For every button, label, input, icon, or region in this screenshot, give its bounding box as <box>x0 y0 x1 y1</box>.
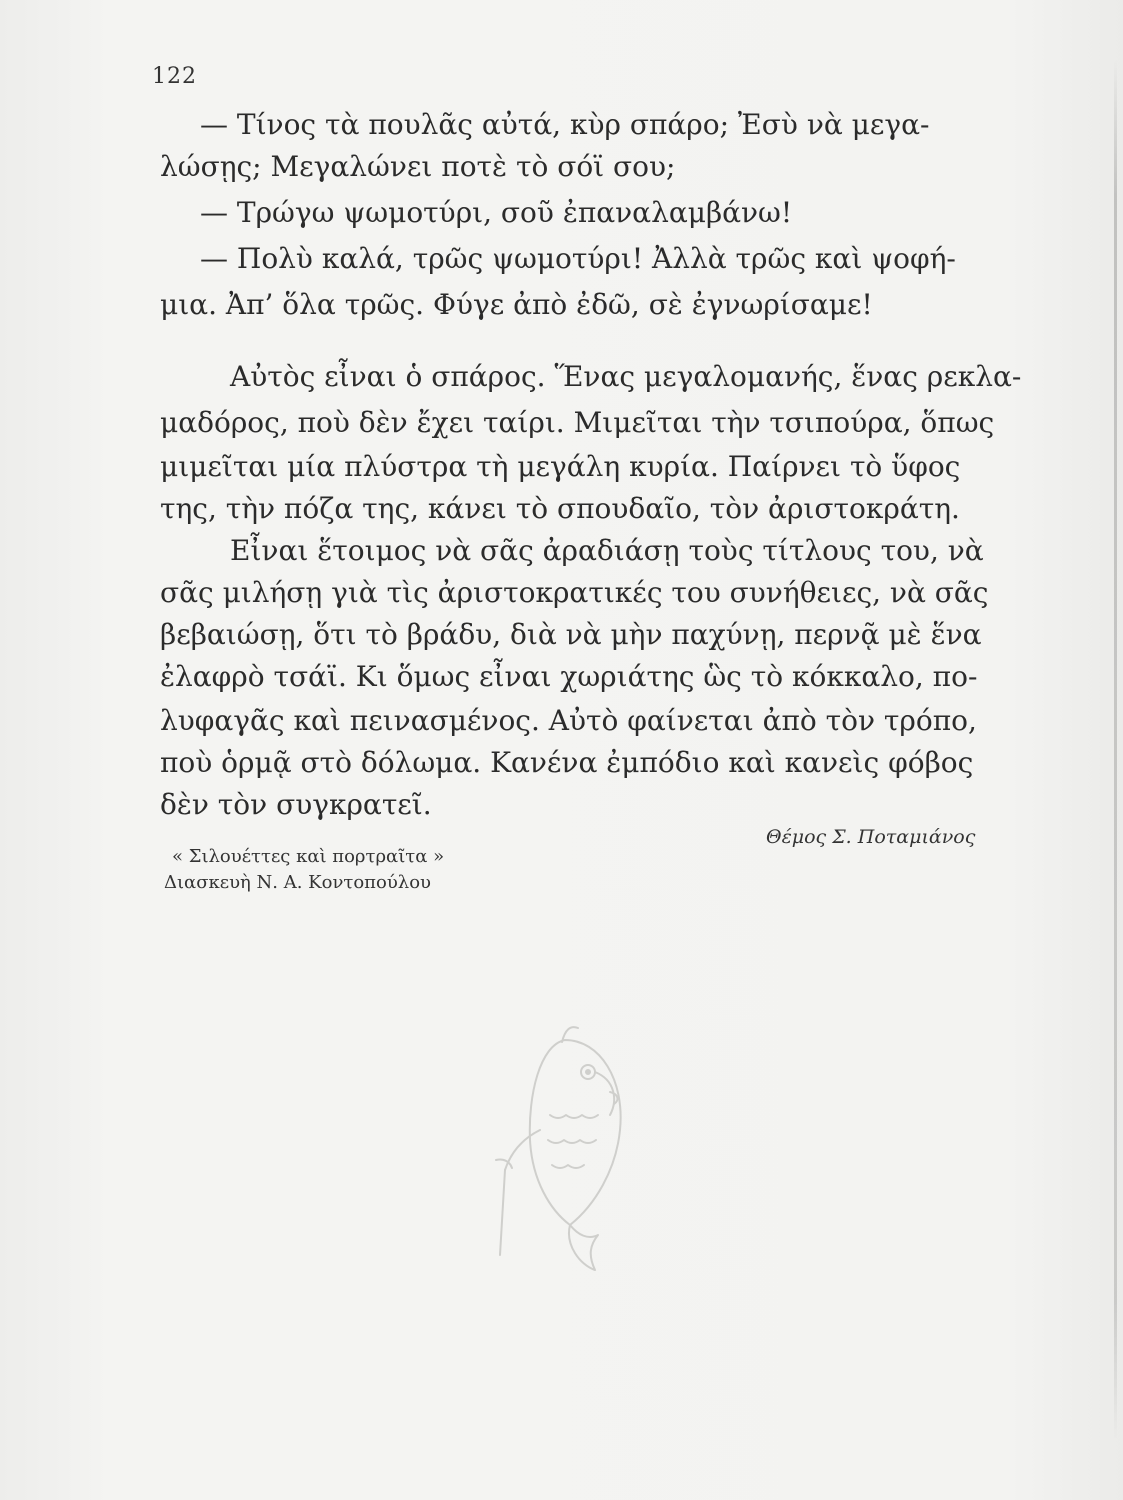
body-line-1: — Τίνος τὰ πουλᾶς αὐτά, κὺρ σπάρο; Ἐσὺ νὰ μεγα- <box>200 108 930 141</box>
source-adaptation: Διασκευὴ Ν. Α. Κοντοπούλου <box>164 872 431 893</box>
author-signature: Θέμος Σ. Ποταμιάνος <box>766 826 976 848</box>
body-line-3: — Τρώγω ψωμοτύρι, σοῦ ἐπαναλαμβάνω! <box>200 196 793 229</box>
body-line-15: ποὺ ὁρμᾷ στὸ δόλωμα. Κανένα ἐμπόδιο καὶ κανεὶς φόβος <box>160 746 974 779</box>
body-line-14: λυφαγᾶς καὶ πεινασμένος. Αὐτὸ φαίνεται ἀπὸ τὸν τρόπο, <box>160 704 977 737</box>
body-line-4: — Πολὺ καλά, τρῶς ψωμοτύρι! Ἀλλὰ τρῶς καὶ ψοφή- <box>200 242 956 275</box>
body-line-2: λώσῃς; Μεγαλώνει ποτὲ τὸ σόϊ σου; <box>160 150 676 183</box>
body-line-8: μιμεῖται μία πλύστρα τὴ μεγάλη κυρία. Παίρνει τὸ ὕφος <box>160 450 961 483</box>
body-line-6: Αὐτὸς εἶναι ὁ σπάρος. Ἕνας μεγαλομανής, ἕνας ρεκλα- <box>230 360 1022 393</box>
body-line-11: σᾶς μιλήσῃ γιὰ τὶς ἀριστοκρατικές του συνήθειες, νὰ σᾶς <box>160 576 989 609</box>
fish-illustration-icon <box>470 1020 660 1280</box>
body-line-10: Εἶναι ἕτοιμος νὰ σᾶς ἀραδιάσῃ τοὺς τίτλους του, νὰ <box>230 534 984 567</box>
body-line-12: βεβαιώσῃ, ὅτι τὸ βράδυ, διὰ νὰ μὴν παχύνῃ, περνᾷ μὲ ἕνα <box>160 618 982 651</box>
body-line-13: ἐλαφρὸ τσάϊ. Κι ὅμως εἶναι χωριάτης ὣς τὸ κόκκαλο, πο- <box>160 660 978 693</box>
body-line-5: μια. Ἀπ’ ὅλα τρῶς. Φύγε ἀπὸ ἐδῶ, σὲ ἐγνωρίσαμε! <box>160 288 873 321</box>
body-line-9: της, τὴν πόζα της, κάνει τὸ σπουδαῖο, τὸν ἀριστοκράτη. <box>160 492 960 525</box>
page-edge-shadow <box>1114 60 1117 1440</box>
page-number: 122 <box>152 64 197 89</box>
source-title: « Σιλουέττες καὶ πορτραῖτα » <box>172 846 445 867</box>
body-line-7: μαδόρος, ποὺ δὲν ἔχει ταίρι. Μιμεῖται τὴν τσιπούρα, ὅπως <box>160 406 995 439</box>
body-line-16: δὲν τὸν συγκρατεῖ. <box>160 788 432 821</box>
